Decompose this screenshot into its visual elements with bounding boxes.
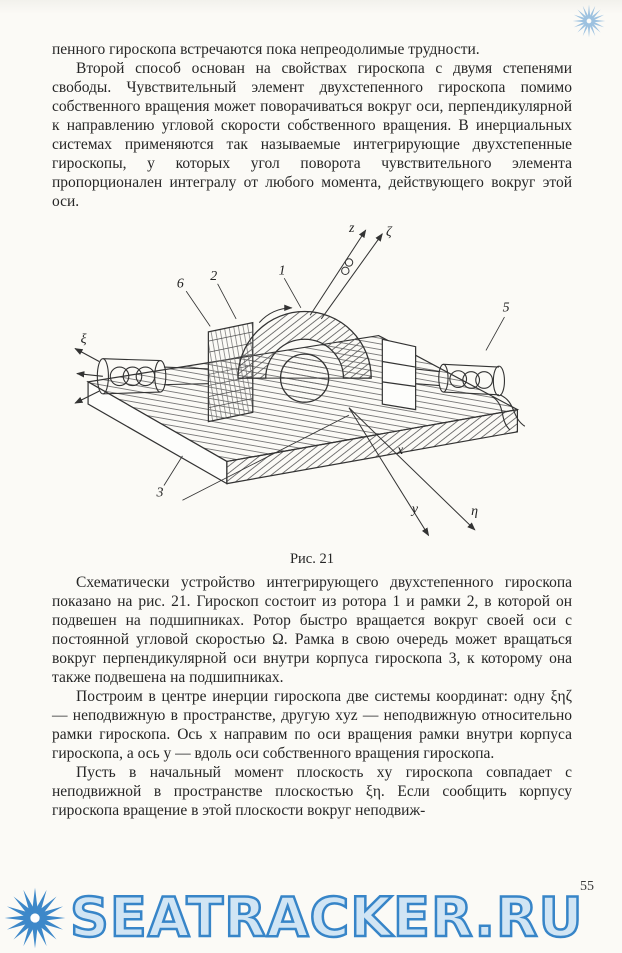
paragraph-2: Второй способ основан на свойствах гироскопа с двумя степенями свободы. Чувствительный элемент двухстепенного гироскопа помимо собственного вращения может поворачиваться вокруг оси, перпендикулярной к направлению угловой скорости собственного вращения. В инерциальных системах применяются так называемые интегрирующие двухстепенные гироскопы, у которых угол поворота чувствительного элемента пропорционален интегралу от любого момента, действующего вокруг этой оси.: [52, 60, 572, 210]
paragraph-4: Построим в центре инерции гироскопа две системы координат: одну ξηζ — неподвижную в пространстве, другую xyz — неподвижную относительно рамки гироскопа. Ось x направим по оси вращения рамки внутри корпуса гироскопа, а ось y — вдоль оси собственного вращения гироскопа.: [52, 688, 572, 762]
watermark-text: SEATRACKER.RU: [70, 886, 584, 949]
paragraph-3: Схематически устройство интегрирующего двухстепенного гироскопа показано на рис. 21. Гироскоп состоит из ротора 1 и рамки 2, в которой он подвешен на подшипниках. Ротор быстро вращается вокруг своей оси с постоянной угловой скоростью Ω. Рамка в свою очередь может вращаться вокруг перпендикулярной оси внутри корпуса гироскопа 3, к которому она также подвешена на подшипниках.: [52, 574, 572, 686]
figure-gyroscope: [52, 219, 572, 569]
watermark-star-icon: [4, 887, 66, 949]
figure-label-axis-xi: ξ: [80, 331, 87, 347]
figure-label-axis-z: z: [349, 220, 355, 236]
paragraph-5: Пусть в начальный момент плоскость xy гироскопа совпадает с неподвижной в пространстве плоскостью ξη. Если сообщить корпусу гироскопа вращение в этой плоскости вокруг неподвиж-: [52, 764, 572, 819]
paragraph-1: пенного гироскопа встречаются пока непреодолимые трудности.: [52, 41, 480, 58]
page-number: 55: [580, 879, 594, 894]
figure-label-axis-eta: η: [471, 504, 479, 520]
figure-label-frame: 2: [210, 269, 218, 285]
figure-label-case: 3: [156, 485, 164, 501]
figure-label-axis-zeta: ζ: [386, 224, 392, 240]
gyroscope-figure-drawing: [52, 219, 572, 541]
page-text: [52, 40, 572, 820]
watermark: [4, 885, 622, 951]
figure-label-axis-x: x: [397, 443, 404, 459]
watermark-corner-star-icon: [572, 4, 606, 38]
figure-label-right-coil: 5: [502, 300, 510, 316]
figure-label-axis-y: y: [411, 502, 419, 518]
figure-label-rotor: 1: [278, 263, 286, 279]
figure-caption: Рис. 21: [289, 551, 334, 567]
figure-label-left-bearing: 6: [176, 276, 184, 292]
